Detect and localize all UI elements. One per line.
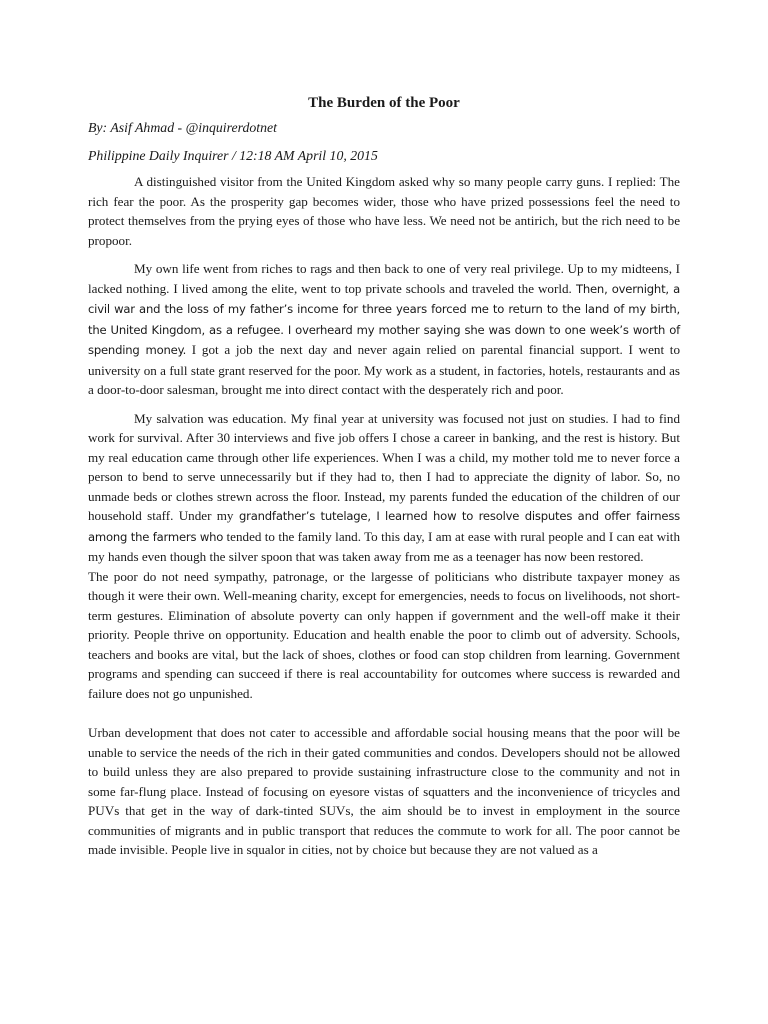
paragraph-2 xyxy=(88,259,680,400)
paragraph-2-part-e: I got a job the next day and never again relied on parental financial support. I went to university on a full state grant reserved for the poor. My work as a student, in factories, hotels, restaurants and as a door-to-door salesman, brought me into direct contact with the desperately rich and poor. xyxy=(88,342,680,397)
paragraph-2-part-b: Then, overnight, a civil war and the loss of my father’s income for three years forced me to xyxy=(88,281,680,316)
paragraph-3 xyxy=(88,409,680,567)
paragraph-3-part-b: grandfather’s tutelage, I learned how to resolve disputes and offer fairness among the farmers who xyxy=(88,509,680,544)
paragraph-4: The poor do not need sympathy, patronage, or the largesse of politicians who distribute taxpayer money as though it were their own. Well-meaning charity, except for emergencies, needs to focus on livelihoods, not short-term gestures. Elimination of absolute poverty can only happen if government and the well-off make it their priority. People thrive on opportunity. Education and health enable the poor to climb out of adversity. Schools, teachers and books are vital, but the lack of shoes, clothes or food can stop children from learning. Government programs and spending can succeed if there is real accountability for outcomes where success is rewarded and failure does not go unpunished. xyxy=(88,568,680,701)
article-title: The Burden of the Poor xyxy=(308,95,460,111)
paragraph-2-part-d: she was down to one week’s worth of spending money. xyxy=(88,322,680,357)
document-page xyxy=(88,92,680,869)
article-byline: By: Asif Ahmad - @inquirerdotnet xyxy=(88,120,277,135)
paragraph-2-part-c: return to the land of my birth, the United Kingdom, as a refugee. I overheard my mother saying xyxy=(88,302,680,337)
paragraph-3-part-c: tended to the family land. To this day, I am at ease with rural people and I can eat with my hands even though the silver spoon that was taken away from me as a teenager has now been restored. xyxy=(88,528,680,564)
paragraph-3-part-a: My salvation was education. My final year at university was focused not just on studies. I had to find work for survival. After 30 interviews and five job offers I chose a career in banking, and the rest is history. But my real education came through other life experiences. When I was a child, my mother told me to never force a person to bend to serve unnecessarily but if they had to, then I had to appreciate the dignity of labor. So, no unmade beds or clothes strewn across the floor. Instead, my parents funded the education of the children of our household staff. Under my xyxy=(88,410,680,523)
paragraph-1: A distinguished visitor from the United Kingdom asked why so many people carry guns. I replied: The rich fear the poor. As the prosperity gap becomes wider, those who have prized possessions feel the need to protect themselves from the prying eyes of those who have less. We need not be antirich, but the rich need to be propoor. xyxy=(88,174,680,248)
paragraph-2-part-a: My own life went from riches to rags and then back to one of very real privilege. Up to my midteens, I lacked nothing. I lived among the elite, went to top private schools and traveled the world. xyxy=(88,261,680,296)
paragraph-5: Urban development that does not cater to accessible and affordable social housing means that the poor will be unable to service the needs of the rich in their gated communities and condos. Developers should not be allowed to build unless they are also prepared to provide sustaining infrastructure close to the community and not in some far-flung place. Instead of focusing on eyesore vistas of squatters and the inconvenience of tricycles and PUVs that get in the way of dark-tinted SUVs, the aim should be to invest in employment in the source communities of migrants and in public transport that reduces the commute to work for all. The poor cannot be made invisible. People live in squalor in cities, not by choice but because they are not valued as a xyxy=(88,725,680,857)
article-source-dateline: Philippine Daily Inquirer / 12:18 AM April 10, 2015 xyxy=(88,148,378,163)
